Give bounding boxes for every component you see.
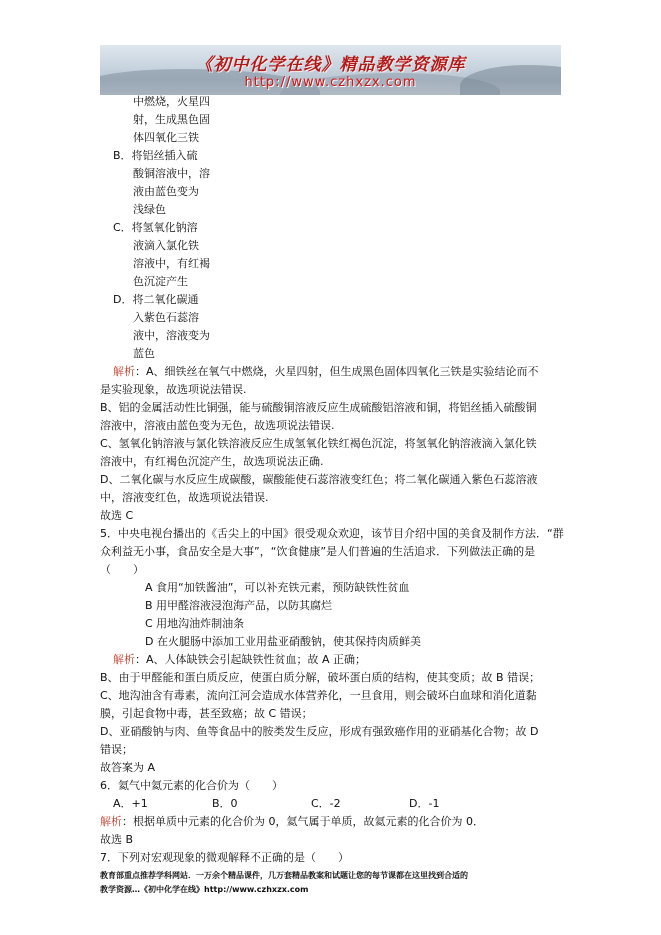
question-5-option-c: C 用地沟油炸制油条 — [145, 617, 245, 630]
question-6-option-a: A．+1 — [113, 797, 148, 810]
analysis-6-text: ：根据单质中元素的化合价为 0，氦气属于单质，故氦元素的化合价为 0． — [122, 815, 484, 828]
question-6-stem: 6．氦气中氦元素的化合价为（ ） — [100, 779, 283, 792]
footer-line-2: 教学资源…《初中化学在线》http://www.czhxzx.com — [100, 885, 309, 894]
analysis-5-line: 错误； — [100, 743, 133, 756]
analysis-5-label: 解析 — [113, 653, 135, 666]
analysis-6-label: 解析 — [100, 815, 122, 828]
analysis-4-line: D、二氧化碳与水反应生成碳酸，碳酸能使石蕊溶液变红色；将二氧化碳通入紫色石蕊溶液 — [100, 473, 538, 486]
option-c-line-2: 液滴入氯化铁 — [133, 239, 199, 252]
analysis-4-line: B、铝的金属活动性比铜强，能与硫酸铜溶液反应生成硫酸铝溶液和铜，将铝丝插入硫酸铜 — [100, 401, 537, 414]
banner-url[interactable]: http://www.czhxzx.com — [244, 75, 417, 90]
option-d-line-1: D．将二氧化碳通 — [113, 293, 199, 306]
analysis-4-line: 中，溶液变红色，故选项说法错误. — [100, 491, 269, 504]
analysis-5-line: B、由于甲醛能和蛋白质反应，使蛋白质分解，破坏蛋白质的结构，使其变质；故 B 错误； — [100, 671, 541, 684]
option-c-line-1: C．将氢氧化钠溶 — [113, 221, 198, 234]
analysis-4-line: 是实验现象，故选项说法错误. — [100, 383, 247, 396]
analysis-5-first-line — [113, 653, 366, 667]
option-b-line-1: B．将铝丝插入硫 — [113, 149, 198, 162]
question-5-option-b: B 用甲醛溶液浸泡海产品，以防其腐烂 — [145, 599, 333, 612]
question-5-option-d: D 在火腿肠中添加工业用盐亚硝酸钠，使其保持肉质鲜美 — [145, 635, 421, 648]
option-a-line-3: 体四氧化三铁 — [133, 131, 199, 144]
option-b-line-2: 酸铜溶液中，溶 — [133, 167, 210, 180]
option-b-line-3: 液由蓝色变为 — [133, 185, 199, 198]
analysis-4-label: 解析 — [113, 365, 135, 378]
option-d-line-2: 入紫色石蕊溶 — [133, 311, 199, 324]
question-5-stem: 众利益无小事，食品安全是大事”，“饮食健康”是人们普遍的生活追求．下列做法正确的是 — [100, 545, 536, 558]
header-banner — [100, 45, 561, 95]
analysis-5-answer: 故答案为 A — [100, 761, 156, 774]
analysis-5-line: C、地沟油含有毒素，流向江河会造成水体营养化，一旦食用，则会破坏白血球和消化道黏 — [100, 689, 537, 702]
question-5-blank: （ ） — [100, 563, 144, 576]
question-6-option-d: D．-1 — [409, 797, 440, 810]
analysis-4-line: 溶液中，溶液由蓝色变为无色，故选项说法错误. — [100, 419, 335, 432]
option-c-line-4: 色沉淀产生 — [133, 275, 188, 288]
footer-line-1: 教育部重点推荐学科网站．一万余个精品课件，几万套精品教案和试题让您的每节课都在这里找到合适的 — [100, 871, 468, 880]
analysis-4-first-line — [113, 365, 539, 379]
analysis-6-answer: 故选 B — [100, 833, 134, 846]
analysis-4-line: 溶液中，有红褐色沉淀产生，故选项说法正确. — [100, 455, 324, 468]
question-7-stem: 7．下列对宏观现象的微观解释不正确的是（ ） — [100, 851, 349, 864]
question-5-stem: 5．中央电视台播出的《舌尖上的中国》很受观众欢迎，该节目介绍中国的美食及制作方法．“群 — [100, 527, 564, 540]
question-6-option-c: C．-2 — [311, 797, 341, 810]
option-d-line-3: 液中，溶液变为 — [133, 329, 210, 342]
banner-title: 《初中化学在线》精品教学资源库 — [195, 55, 466, 75]
analysis-5-line: 膜，引起食物中毒，甚至致癌；故 C 错误； — [100, 707, 313, 720]
analysis-4-answer: 故选 C — [100, 509, 134, 522]
option-a-line-2: 射，生成黑色固 — [133, 113, 210, 126]
option-b-line-4: 浅绿色 — [133, 203, 166, 216]
question-6-option-b: B．0 — [212, 797, 238, 810]
analysis-6-line — [100, 815, 484, 829]
analysis-4-line: C、氢氧化钠溶液与氯化铁溶液反应生成氢氧化铁红褐色沉淀，将氢氧化钠溶液滴入氯化铁 — [100, 437, 537, 450]
option-a-line-1: 中燃烧，火星四 — [133, 95, 210, 108]
analysis-5-first-text: ：A、人体缺铁会引起缺铁性贫血；故 A 正确； — [135, 653, 367, 666]
analysis-5-line: D、亚硝酸钠与肉、鱼等食品中的胺类发生反应，形成有强致癌作用的亚硝基化合物；故 D — [100, 725, 539, 738]
question-5-option-a: A 食用“加铁酱油”，可以补充铁元素，预防缺铁性贫血 — [145, 581, 410, 594]
option-c-line-3: 溶液中，有红褐 — [133, 257, 210, 270]
option-d-line-4: 蓝色 — [133, 347, 155, 360]
analysis-4-first-text: ：A、细铁丝在氧气中燃烧，火星四射，但生成黑色固体四氧化三铁是实验结论而不 — [135, 365, 539, 378]
